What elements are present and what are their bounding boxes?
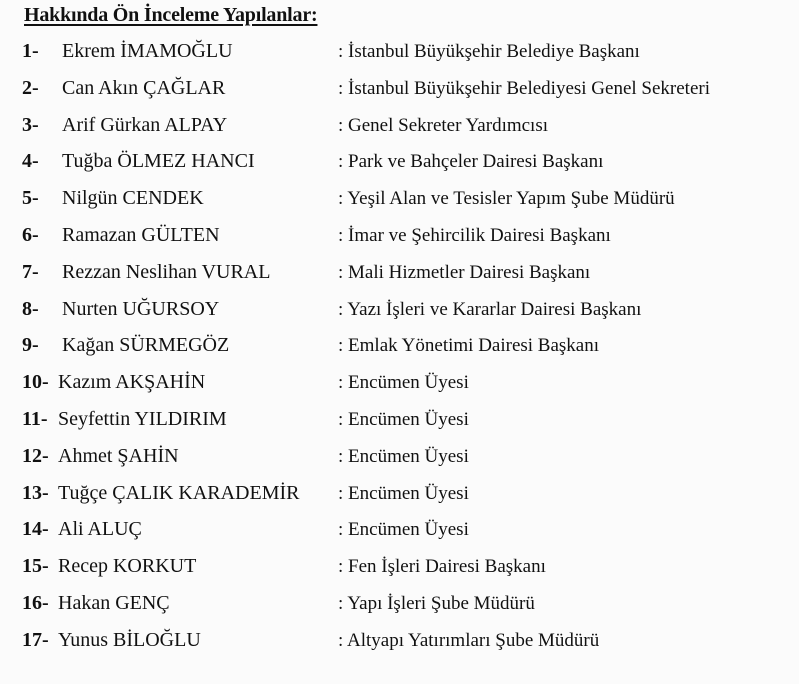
list-item <box>0 38 799 75</box>
list-item <box>0 222 799 259</box>
entry-title: : Encümen Üyesi <box>338 408 469 430</box>
entry-title: : Altyapı Yatırımları Şube Müdürü <box>338 629 600 651</box>
entry-name: Nurten UĞURSOY <box>62 297 220 320</box>
entry-number: 2- <box>22 76 39 99</box>
entry-name: Nilgün CENDEK <box>62 187 204 210</box>
entry-number: 10- <box>22 371 49 394</box>
entry-name: Seyfettin YILDIRIM <box>58 407 227 430</box>
entry-title: : Fen İşleri Dairesi Başkanı <box>338 556 546 578</box>
list-item <box>0 443 799 480</box>
entry-name: Ekrem İMAMOĞLU <box>62 40 233 62</box>
entry-number: 7- <box>22 260 39 283</box>
entry-title: : Encümen Üyesi <box>338 445 469 467</box>
list-item <box>0 296 799 333</box>
document-heading: Hakkında Ön İnceleme Yapılanlar: <box>24 4 318 26</box>
entry-title: : İstanbul Büyükşehir Belediyesi Genel Sekreteri <box>338 77 710 99</box>
entry-name: Ramazan GÜLTEN <box>62 223 220 246</box>
entry-title: : Encümen Üyesi <box>338 372 469 394</box>
entry-number: 16- <box>22 591 49 614</box>
list-item <box>0 112 799 149</box>
entry-name: Kazım AKŞAHİN <box>58 371 206 394</box>
entry-title: : Yeşil Alan ve Tesisler Yapım Şube Müdürü <box>338 188 675 210</box>
entry-title: : İmar ve Şehircilik Dairesi Başkanı <box>338 224 611 246</box>
list-item <box>0 75 799 112</box>
entry-name: Arif Gürkan ALPAY <box>62 113 228 136</box>
list-item <box>0 406 799 443</box>
entry-number: 13- <box>22 481 49 504</box>
entry-title: : Genel Sekreter Yardımcısı <box>338 114 549 136</box>
entry-number: 1- <box>22 40 39 62</box>
entry-name: Kağan SÜRMEGÖZ <box>62 334 230 357</box>
list-item <box>0 185 799 222</box>
entry-number: 9- <box>22 334 39 357</box>
list-item <box>0 553 799 590</box>
entry-title: : Emlak Yönetimi Dairesi Başkanı <box>338 335 600 357</box>
entry-number: 4- <box>22 150 39 173</box>
entry-number: 11- <box>22 407 48 430</box>
entry-name: Rezzan Neslihan VURAL <box>62 260 271 283</box>
list-item <box>0 480 799 517</box>
entry-title: : Yapı İşleri Şube Müdürü <box>338 592 535 614</box>
entry-name: Ali ALUÇ <box>58 518 142 541</box>
list-item <box>0 259 799 296</box>
entry-number: 12- <box>22 444 49 467</box>
list-item <box>0 332 799 369</box>
list-item <box>0 148 799 185</box>
entry-name: Tuğba ÖLMEZ HANCI <box>62 150 255 173</box>
entry-name: Yunus BİLOĞLU <box>58 628 201 651</box>
entry-title: : İstanbul Büyükşehir Belediye Başkanı <box>338 41 640 62</box>
entry-title: : Yazı İşleri ve Kararlar Dairesi Başkanı <box>338 298 642 320</box>
entry-number: 14- <box>22 518 49 541</box>
entry-name: Recep KORKUT <box>58 555 197 578</box>
entry-name: Hakan GENÇ <box>58 591 170 614</box>
entry-name: Can Akın ÇAĞLAR <box>62 76 226 99</box>
entry-number: 8- <box>22 297 39 320</box>
entry-number: 5- <box>22 187 39 210</box>
entry-number: 3- <box>22 113 39 136</box>
list-item <box>0 516 799 553</box>
entry-title: : Encümen Üyesi <box>338 482 469 504</box>
entry-title: : Encümen Üyesi <box>338 519 469 541</box>
entry-list <box>0 38 799 664</box>
entry-number: 17- <box>22 628 49 651</box>
entry-name: Ahmet ŞAHİN <box>58 444 179 467</box>
list-item <box>0 590 799 627</box>
entry-number: 6- <box>22 223 39 246</box>
entry-title: : Park ve Bahçeler Dairesi Başkanı <box>338 151 604 173</box>
list-item <box>0 627 799 664</box>
entry-title: : Mali Hizmetler Dairesi Başkanı <box>338 261 591 283</box>
entry-name: Tuğçe ÇALIK KARADEMİR <box>58 481 300 504</box>
list-item <box>0 369 799 406</box>
entry-number: 15- <box>22 555 49 578</box>
